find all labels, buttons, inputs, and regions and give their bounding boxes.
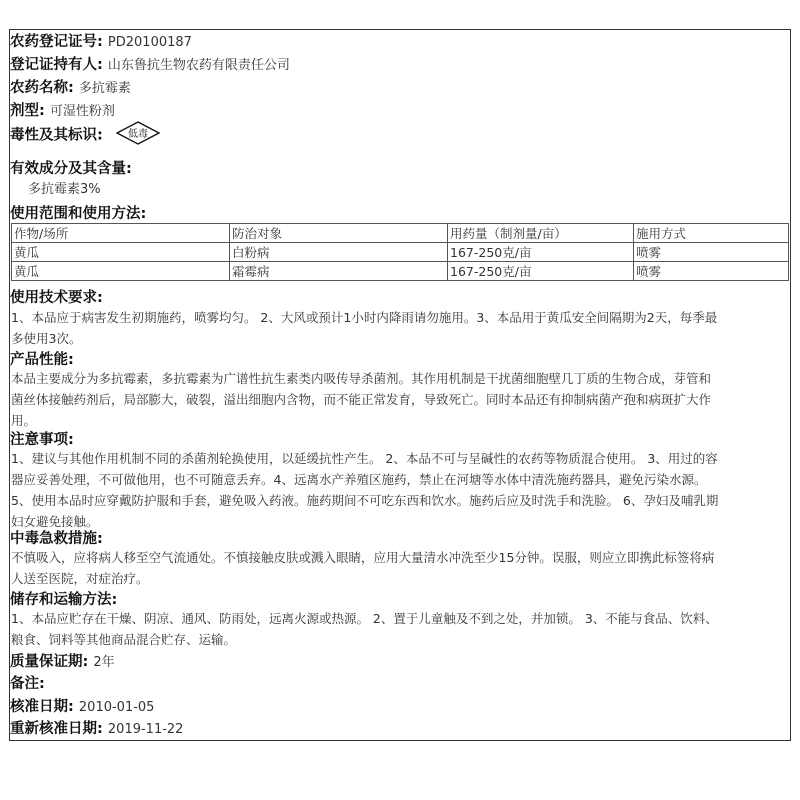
registration-number-label: 农药登记证号: <box>10 34 103 50</box>
holder-row <box>10 53 290 77</box>
approval-date-row <box>10 695 154 719</box>
storage-text <box>11 608 789 650</box>
pesticide-name-row <box>10 76 131 100</box>
text-line: 1、建议与其他作用机制不同的杀菌剂轮换使用，以延缓抗性产生。 2、本品不可与呈碱性的农药等物质混合使用。 3、用过的容 <box>11 451 718 466</box>
table-header-cell: 施用方式 <box>634 224 789 243</box>
holder-label: 登记证持有人: <box>10 57 103 73</box>
tech-requirements-text <box>11 307 789 349</box>
text-line: 本品主要成分为多抗霉素，多抗霉素为广谱性抗生素类内吸传导杀菌剂。其作用机制是干扰菌细胞壁几丁质的生物合成，芽管和 <box>11 371 712 386</box>
usage-heading: 使用范围和使用方法: <box>10 206 147 222</box>
warranty-row <box>10 650 115 674</box>
tech-requirements-heading: 使用技术要求: <box>10 290 103 306</box>
table-cell: 霜霉病 <box>230 262 448 281</box>
registration-number-value: PD20100187 <box>107 35 192 50</box>
text-line: 粮食、饲料等其他商品混合贮存、运输。 <box>11 632 237 647</box>
reapproval-date-value: 2019-11-22 <box>107 722 184 737</box>
ingredient-heading: 有效成分及其含量: <box>10 161 132 177</box>
toxicity-row <box>10 123 160 147</box>
usage-table <box>11 223 789 281</box>
label-document <box>9 29 791 741</box>
pesticide-name-label: 农药名称: <box>10 80 74 96</box>
formulation-value: 可湿性粉剂 <box>49 104 115 119</box>
table-header-cell: 用药量（制剂量/亩） <box>448 224 634 243</box>
warranty-label: 质量保证期: <box>10 654 89 670</box>
text-line: 妇女避免接触。 <box>11 514 99 529</box>
table-row <box>12 243 789 262</box>
first-aid-text <box>11 547 789 589</box>
remarks-row <box>10 672 45 695</box>
ingredient-value: 多抗霉素3% <box>28 182 101 197</box>
reapproval-date-label: 重新核准日期: <box>10 721 103 737</box>
text-line: 菌丝体接触药剂后，局部膨大，破裂，溢出细胞内含物，而不能正常发育，导致死亡。同时本品还有抑制病菌产孢和病斑扩大作 <box>11 392 712 407</box>
table-cell: 白粉病 <box>230 243 448 262</box>
approval-date-label: 核准日期: <box>10 699 74 715</box>
notes-text <box>11 448 789 532</box>
table-cell: 黄瓜 <box>12 262 230 281</box>
text-line: 1、本品应贮存在干燥、阴凉、通风、防雨处，远离火源或热源。 2、置于儿童触及不到之处，并加锁。 3、不能与食品、饮料、 <box>11 611 718 626</box>
performance-heading: 产品性能: <box>10 352 74 368</box>
warranty-value: 2年 <box>93 655 115 670</box>
toxicity-badge-text: 低毒 <box>127 129 148 140</box>
toxicity-label: 毒性及其标识: <box>10 127 103 144</box>
remarks-label: 备注: <box>10 676 45 692</box>
table-header-cell: 作物/场所 <box>12 224 230 243</box>
table-cell: 喷雾 <box>634 262 789 281</box>
table-header-row <box>12 224 789 243</box>
reapproval-date-row <box>10 717 183 741</box>
text-line: 人送至医院，对症治疗。 <box>11 571 149 586</box>
low-toxicity-diamond-icon <box>116 121 160 145</box>
registration-number-row <box>10 30 192 54</box>
storage-heading: 储存和运输方法: <box>10 592 118 608</box>
table-cell: 黄瓜 <box>12 243 230 262</box>
table-header-cell: 防治对象 <box>230 224 448 243</box>
formulation-label: 剂型: <box>10 103 45 119</box>
approval-date-value: 2010-01-05 <box>78 700 155 715</box>
notes-heading: 注意事项: <box>10 432 74 448</box>
first-aid-heading: 中毒急救措施: <box>10 531 103 547</box>
formulation-row <box>10 99 115 123</box>
table-cell: 喷雾 <box>634 243 789 262</box>
text-line: 5、使用本品时应穿戴防护服和手套，避免吸入药液。施药期间不可吃东西和饮水。施药后应及时洗手和洗脸。 6、孕妇及哺乳期 <box>11 493 719 508</box>
performance-text <box>11 368 789 431</box>
pesticide-name-value: 多抗霉素 <box>78 81 131 96</box>
text-line: 不慎吸入，应将病人移至空气流通处。不慎接触皮肤或溅入眼睛，应用大量清水冲洗至少15分钟。误服，则应立即携此标签将病 <box>11 550 715 565</box>
text-line: 多使用3次。 <box>11 331 82 346</box>
table-cell: 167-250克/亩 <box>448 262 634 281</box>
table-cell: 167-250克/亩 <box>448 243 634 262</box>
text-line: 用。 <box>11 413 37 428</box>
text-line: 器应妥善处理，不可做他用，也不可随意丢弃。4、远离水产养殖区施药，禁止在河塘等水体中清洗施药器具，避免污染水源。 <box>11 472 707 487</box>
table-row <box>12 262 789 281</box>
holder-value: 山东鲁抗生物农药有限责任公司 <box>107 58 290 73</box>
text-line: 1、本品应于病害发生初期施药，喷雾均匀。 2、大风或预计1小时内降雨请勿施用。3、本品用于黄瓜安全间隔期为2天，每季最 <box>11 310 718 325</box>
